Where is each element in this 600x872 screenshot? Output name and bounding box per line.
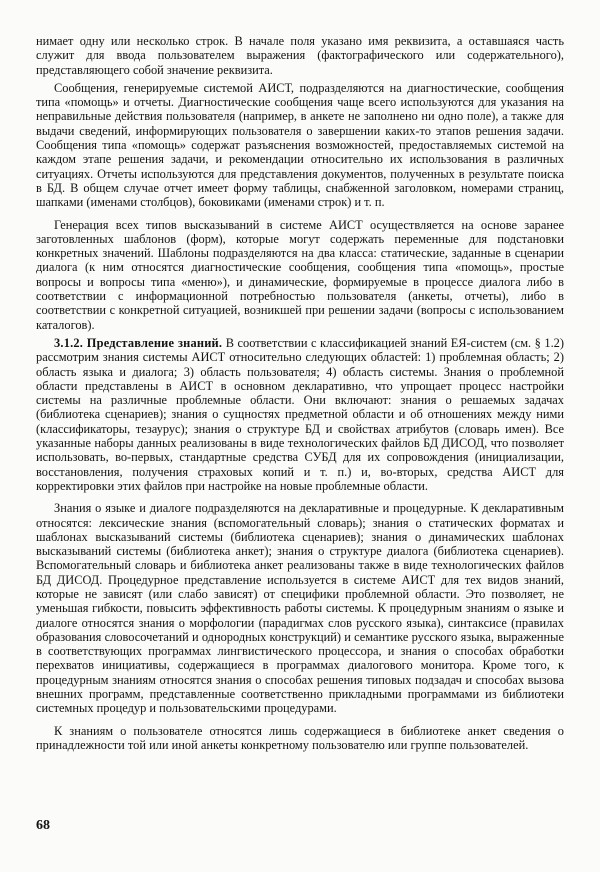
paragraph-continuation: нимает одну или несколько строк. В начале поля указано имя реквизита, а оставшаяся часть служит для ввода пользователем выражения (фактографического или содержательного), представляющего собой значение реквизита. <box>36 34 564 77</box>
paragraph-generation: Генерация всех типов высказываний в системе АИСТ осуществляется на основе заранее заготовленных шаблонов (форм), которые могут содержать переменные для подстановки конкретных значений. Шаблоны подразделяются на два класса: статические, заданные в сценарии диалога (к ним относятся диагностические сообщения, сообщения типа «помощь», простые вопросы и вопросы типа «меню»), и динамические, формируемые в процессе диалога либо в соответствии с информационной потребностью пользователя (анкеты, отчеты), либо в соответствии с конкретной ситуацией, возникшей при решении задачи (вопросы с использованием каталогов). <box>36 217 564 332</box>
body-text <box>36 34 564 756</box>
paragraph-user-knowledge: К знаниям о пользователе относятся лишь содержащиеся в библиотеке анкет сведения о принадлежности той или иной анкеты конкретному пользователю или группе пользователей. <box>36 723 564 752</box>
section-body: В соответствии с классификацией знаний ЕЯ-систем (см. § 1.2) рассмотрим знания системы АИСТ относительно следующих областей: 1) проблемная область; 2) область языка и диалога; 3) область пользователя; 4) область системы. Знания о проблемной области представлены в АИСТ в основном декларативно, что упрощает процесс настройки системы на различные проблемные области. Они включают: знания о решаемых задачах (библиотека сценариев); знания о сущностях предметной области и об отношениях между ними (классификаторы, тезаурус); знания о структуре БД и свойствах атрибутов (словарь имен). Все указанные наборы данных реализованы в виде технологических файлов БД ДИСОД, что позволяет использовать, во-первых, стандартные средства СУБД для их сопровождения (инициализации, восстановления, получения страховых копий и т. п.) и, во-вторых, средства АИСТ для корректировки этих файлов при настройке на новые проблемные области. <box>36 335 565 493</box>
page-number: 68 <box>36 818 50 833</box>
section-heading: 3.1.2. Представление знаний. <box>54 335 223 350</box>
paragraph-messages: Сообщения, генерируемые системой АИСТ, подразделяются на диагностические, сообщения типа «помощь» и отчеты. Диагностические сообщения чаще всего используются для указания на неправильные действия пользователя (например, в анкете не заполнено ни одно поле), а также для выдачи сведений, информирующих пользователя о завершении каких-то этапов решения задачи. Сообщения типа «помощь» содержат разъяснения возможностей, предоставляемых системой на каждом этапе решения задачи, и рекомендации относительно их использования в различных ситуациях. Отчеты используются для представления документов, полученных в результате поиска в БД. В общем случае отчет имеет форму таблицы, снабженной заголовком, номерами страниц, шапками (именами столбцов), боковиками (именами строк) и т. п. <box>36 80 564 210</box>
paragraph-language-dialogue: Знания о языке и диалоге подразделяются на декларативные и процедурные. К декларативным относятся: лексические знания (вспомогательный словарь); знания о статических форматах и шаблонах высказываний системы (библиотека сценариев); знания о динамических шаблонах высказываний системы (библиотека анкет); знания о структуре диалога (библиотека сценариев). Вспомогательный словарь и библиотека анкет реализованы также в виде технологических файлов БД ДИСОД. Процедурное представление используется в системе АИСТ для тех видов знаний, которые не зависят (или слабо зависят) от специфики проблемной области. Это позволяет, не уменьшая гибкости, повысить эффективность работы системы. К процедурным знаниям о языке и диалоге относятся знания о морфологии (парадигмах слов русского языка), синтаксисе (правилах образования словосочетаний и однородных конструкций) и семантике русского языка, выраженные в соответствующих программах лингвистического процессора, и знания о способах обработки перехватов инициативы, содержащиеся в программах диалогового монитора. Кроме того, к процедурным знаниям относятся знания о способах решения типовых подзадач и способах вызова внешних программ, представленные соответственно прикладными программами из библиотеки системных процедур и пользовательскими процедурами. <box>36 501 564 716</box>
paragraph-knowledge-representation <box>36 336 564 493</box>
